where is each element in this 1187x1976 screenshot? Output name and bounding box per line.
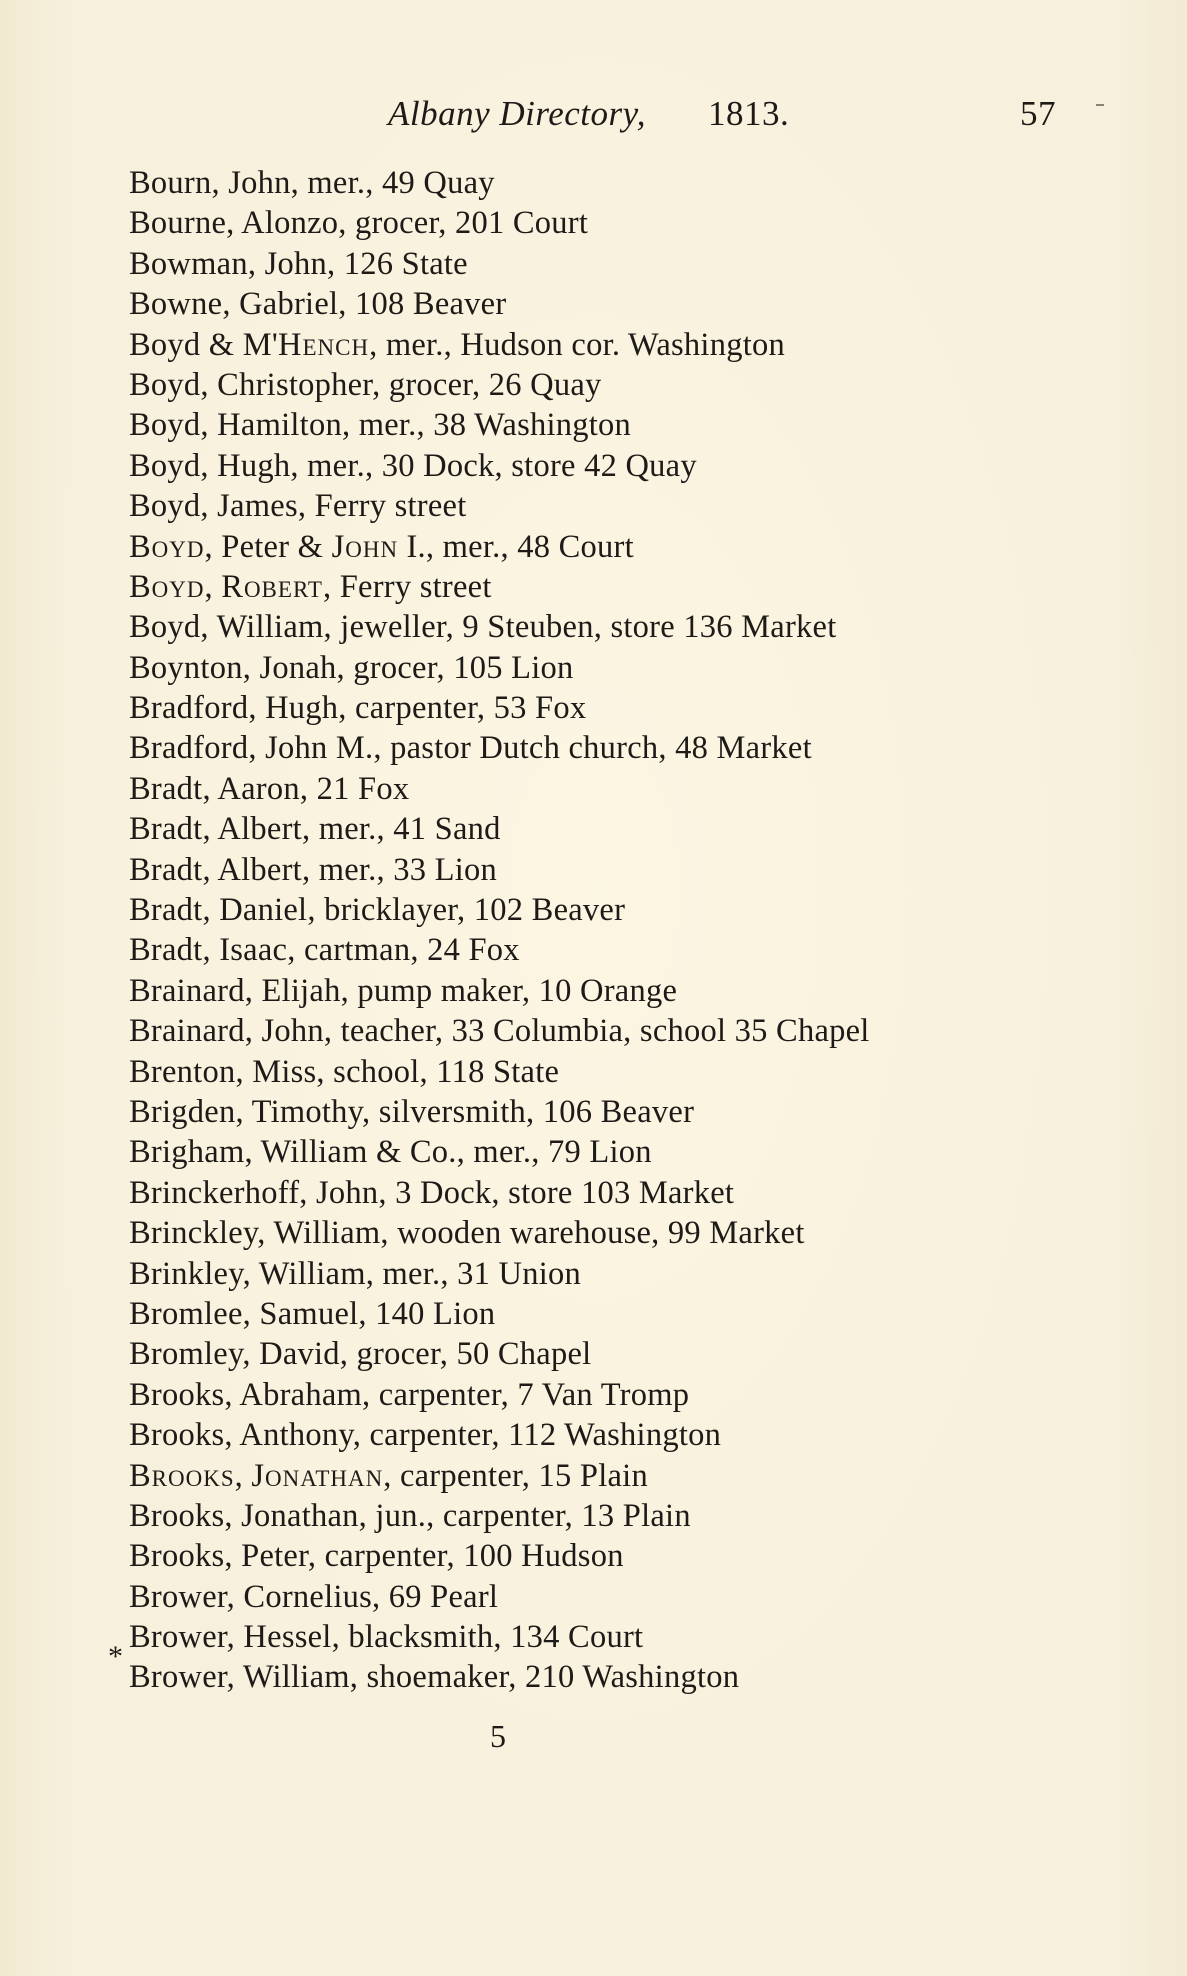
directory-entry	[129, 1496, 1089, 1536]
directory-entry	[129, 1536, 1089, 1576]
entry-name-smallcaps: Hench	[277, 326, 370, 363]
entry-text: Bradt, Albert, mer., 41 Sand	[129, 811, 501, 848]
entry-text: Brainard, Elijah, pump maker, 10 Orange	[129, 972, 678, 1009]
directory-entry	[129, 971, 1089, 1011]
directory-entry	[129, 365, 1089, 405]
entry-text: Bowman, John, 126 State	[129, 245, 468, 282]
entry-text: Bradford, John M., pastor Dutch church, 48 Market	[129, 730, 812, 767]
directory-entry	[129, 203, 1089, 243]
entry-text: Boyd, James, Ferry street	[129, 488, 467, 525]
entry-text: Brower, Cornelius, 69 Pearl	[129, 1578, 499, 1615]
directory-entries	[129, 163, 1089, 1698]
entry-text: Brower, William, shoemaker, 210 Washington	[129, 1659, 740, 1696]
entry-text: Brooks, Jonathan, jun., carpenter, 13 Plain	[129, 1497, 691, 1534]
entry-text: Bourne, Alonzo, grocer, 201 Court	[129, 205, 589, 242]
entry-text: , mer., Hudson cor. Washington	[369, 326, 785, 363]
entry-name-smallcaps: Robert	[221, 568, 323, 605]
entry-text: , carpenter, 15 Plain	[383, 1457, 648, 1494]
entry-text: Brenton, Miss, school, 118 State	[129, 1053, 560, 1090]
entry-text: Brigden, Timothy, silversmith, 106 Beaver	[129, 1093, 695, 1130]
entry-text: Boyd, Christopher, grocer, 26 Quay	[129, 366, 602, 403]
entry-text: , Ferry street	[322, 568, 492, 605]
directory-entry	[129, 728, 1089, 768]
entry-text: Bradt, Daniel, bricklayer, 102 Beaver	[129, 892, 626, 929]
directory-entry	[129, 1092, 1089, 1132]
margin-asterisk: *	[108, 1640, 123, 1673]
directory-entry	[129, 163, 1089, 203]
entry-text: Boynton, Jonah, grocer, 105 Lion	[129, 649, 574, 686]
entry-name-smallcaps: Brooks	[129, 1457, 235, 1494]
directory-entry	[129, 1334, 1089, 1374]
entry-text: Boyd, Hugh, mer., 30 Dock, store 42 Quay	[129, 447, 697, 484]
entry-text: Boyd, William, jeweller, 9 Steuben, store 136 Market	[129, 609, 837, 646]
directory-entry	[129, 1173, 1089, 1213]
directory-entry	[129, 1657, 1089, 1697]
entry-text: Brooks, Peter, carpenter, 100 Hudson	[129, 1538, 624, 1575]
directory-entry	[129, 527, 1089, 567]
directory-entry	[129, 1415, 1089, 1455]
directory-entry	[129, 1011, 1089, 1051]
entry-text: Brooks, Anthony, carpenter, 112 Washington	[129, 1417, 722, 1454]
entry-text: Brower, Hessel, blacksmith, 134 Court	[129, 1619, 644, 1656]
entry-text: Boyd, Hamilton, mer., 38 Washington	[129, 407, 632, 444]
entry-text: Brigham, William & Co., mer., 79 Lion	[129, 1134, 652, 1171]
entry-text: I., mer., 48 Court	[398, 528, 634, 565]
directory-entry	[129, 244, 1089, 284]
entry-text: Bromley, David, grocer, 50 Chapel	[129, 1336, 592, 1373]
directory-entry	[129, 1577, 1089, 1617]
entry-text: Bradt, Albert, mer., 33 Lion	[129, 851, 498, 888]
entry-text: Brinckerhoff, John, 3 Dock, store 103 Market	[129, 1174, 735, 1211]
entry-text: Bromlee, Samuel, 140 Lion	[129, 1295, 496, 1332]
directory-entry	[129, 688, 1089, 728]
directory-entry	[129, 769, 1089, 809]
entry-text: Brinkley, William, mer., 31 Union	[129, 1255, 581, 1292]
entry-text: ,	[234, 1457, 252, 1494]
directory-entry	[129, 648, 1089, 688]
directory-entry	[129, 1254, 1089, 1294]
directory-entry	[129, 1132, 1089, 1172]
directory-entry	[129, 1213, 1089, 1253]
entry-text: Bradford, Hugh, carpenter, 53 Fox	[129, 690, 587, 727]
directory-entry	[129, 446, 1089, 486]
entry-text: ,	[204, 568, 222, 605]
entry-name-smallcaps: Jonathan	[251, 1457, 384, 1494]
running-head	[388, 94, 1068, 140]
directory-entry	[129, 1375, 1089, 1415]
directory-entry	[129, 1052, 1089, 1092]
signature-mark: 5	[490, 1718, 506, 1754]
directory-entry	[129, 607, 1089, 647]
directory-entry	[129, 809, 1089, 849]
entry-text: Brinckley, William, wooden warehouse, 99 Market	[129, 1215, 805, 1252]
directory-entry	[129, 850, 1089, 890]
entry-text: , Peter &	[204, 528, 332, 565]
directory-entry	[129, 325, 1089, 365]
directory-entry	[129, 930, 1089, 970]
directory-entry	[129, 405, 1089, 445]
entry-name-smallcaps: Boyd	[129, 528, 205, 565]
directory-entry	[129, 284, 1089, 324]
entry-text: Brainard, John, teacher, 33 Columbia, school 35 Chapel	[129, 1013, 870, 1050]
directory-entry	[129, 1294, 1089, 1334]
entry-text: Bradt, Isaac, cartman, 24 Fox	[129, 932, 520, 969]
directory-entry	[129, 890, 1089, 930]
entry-text: Bourn, John, mer., 49 Quay	[129, 165, 495, 201]
directory-entry	[129, 486, 1089, 526]
running-title: Albany Directory,	[388, 94, 646, 133]
stray-mark	[1096, 104, 1104, 106]
entry-text: Bowne, Gabriel, 108 Beaver	[129, 286, 507, 323]
directory-entry	[129, 1617, 1089, 1657]
entry-name-smallcaps: John	[331, 528, 399, 565]
entry-text: Boyd & M'	[129, 326, 278, 363]
running-year: 1813.	[708, 94, 790, 133]
directory-entry	[129, 567, 1089, 607]
entry-text: Bradt, Aaron, 21 Fox	[129, 770, 410, 807]
entry-text: Brooks, Abraham, carpenter, 7 Van Tromp	[129, 1376, 690, 1413]
page-number: 57	[1020, 94, 1056, 133]
directory-entry	[129, 1456, 1089, 1496]
entry-name-smallcaps: Boyd	[129, 568, 205, 605]
